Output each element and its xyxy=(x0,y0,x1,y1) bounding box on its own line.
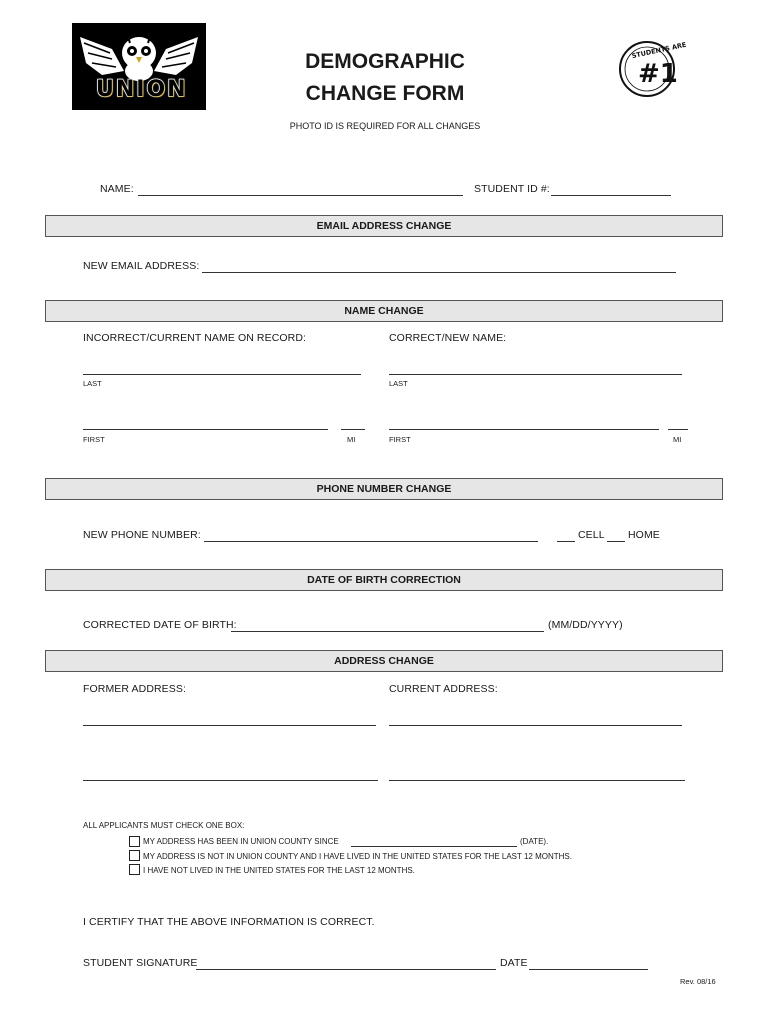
new-first-name-line[interactable] xyxy=(389,429,659,430)
current-name-label: INCORRECT/CURRENT NAME ON RECORD: xyxy=(83,332,307,344)
new-mi-line[interactable] xyxy=(668,429,688,430)
new-phone-label: NEW PHONE NUMBER: xyxy=(83,529,201,541)
certification-statement: I CERTIFY THAT THE ABOVE INFORMATION IS CORRECT. xyxy=(83,916,375,928)
current-mi-label: MI xyxy=(347,435,356,444)
new-first-label: FIRST xyxy=(389,435,411,444)
current-first-name-line[interactable] xyxy=(83,429,328,430)
form-title-line1: DEMOGRAPHIC xyxy=(305,50,465,73)
former-address-line2[interactable] xyxy=(83,780,378,781)
signature-date-label: DATE xyxy=(500,957,528,969)
new-email-label: NEW EMAIL ADDRESS: xyxy=(83,260,200,272)
svg-text:STUDENTS ARE: STUDENTS ARE xyxy=(631,40,688,61)
student-id-label: STUDENT ID #: xyxy=(474,183,550,195)
photo-id-notice: PHOTO ID IS REQUIRED FOR ALL CHANGES xyxy=(289,121,481,131)
corrected-dob-label: CORRECTED DATE OF BIRTH: xyxy=(83,619,237,631)
residency-option2-text: MY ADDRESS IS NOT IN UNION COUNTY AND I HAVE LIVED IN THE UNITED STATES FOR THE LAST 12 MONTHS. xyxy=(143,852,572,861)
revision-label: Rev. 08/16 xyxy=(680,977,716,986)
signature-date-line[interactable] xyxy=(529,969,648,970)
residency-since-date-line[interactable] xyxy=(351,846,517,847)
email-change-section-header: EMAIL ADDRESS CHANGE xyxy=(45,215,723,237)
address-change-section-header: ADDRESS CHANGE xyxy=(45,650,723,672)
cell-check-line[interactable] xyxy=(557,541,575,542)
name-label: NAME: xyxy=(100,183,134,195)
dob-format-label: (MM/DD/YYYY) xyxy=(548,619,623,631)
corrected-dob-input-line[interactable] xyxy=(231,631,544,632)
residency-option3-text: I HAVE NOT LIVED IN THE UNITED STATES FOR THE LAST 12 MONTHS. xyxy=(143,866,415,875)
current-mi-line[interactable] xyxy=(341,429,365,430)
new-mi-label: MI xyxy=(673,435,682,444)
residency-option3-checkbox[interactable] xyxy=(129,864,140,875)
svg-text:#1: #1 xyxy=(638,59,678,89)
new-phone-input-line[interactable] xyxy=(204,541,538,542)
residency-option1-checkbox[interactable] xyxy=(129,836,140,847)
number-one-badge-icon xyxy=(618,40,688,98)
current-last-label: LAST xyxy=(83,379,102,388)
form-title-line2: CHANGE FORM xyxy=(305,82,465,105)
new-name-label: CORRECT/NEW NAME: xyxy=(389,332,507,344)
logo-text: UNION xyxy=(96,77,188,102)
home-check-line[interactable] xyxy=(607,541,625,542)
signature-line[interactable] xyxy=(196,969,496,970)
former-address-line1[interactable] xyxy=(83,725,376,726)
signature-label: STUDENT SIGNATURE xyxy=(83,957,198,969)
current-address-line2[interactable] xyxy=(389,780,685,781)
cell-label: CELL xyxy=(578,529,605,541)
phone-change-section-header: PHONE NUMBER CHANGE xyxy=(45,478,723,500)
current-address-label: CURRENT ADDRESS: xyxy=(389,683,498,695)
name-change-section-header: NAME CHANGE xyxy=(45,300,723,322)
student-id-input-line[interactable] xyxy=(551,195,671,196)
current-address-line1[interactable] xyxy=(389,725,682,726)
current-last-name-line[interactable] xyxy=(83,374,361,375)
residency-option1-suffix: (DATE). xyxy=(520,837,549,846)
former-address-label: FORMER ADDRESS: xyxy=(83,683,187,695)
residency-instruction: ALL APPLICANTS MUST CHECK ONE BOX: xyxy=(83,821,245,830)
residency-option1-text: MY ADDRESS HAS BEEN IN UNION COUNTY SINCE xyxy=(143,837,339,846)
residency-option2-checkbox[interactable] xyxy=(129,850,140,861)
dob-correction-section-header: DATE OF BIRTH CORRECTION xyxy=(45,569,723,591)
new-email-input-line[interactable] xyxy=(202,272,676,273)
union-owl-logo xyxy=(72,23,206,110)
students-first-badge xyxy=(618,40,688,98)
new-last-label: LAST xyxy=(389,379,408,388)
home-label: HOME xyxy=(628,529,660,541)
current-first-label: FIRST xyxy=(83,435,105,444)
new-last-name-line[interactable] xyxy=(389,374,682,375)
name-input-line[interactable] xyxy=(138,195,463,196)
